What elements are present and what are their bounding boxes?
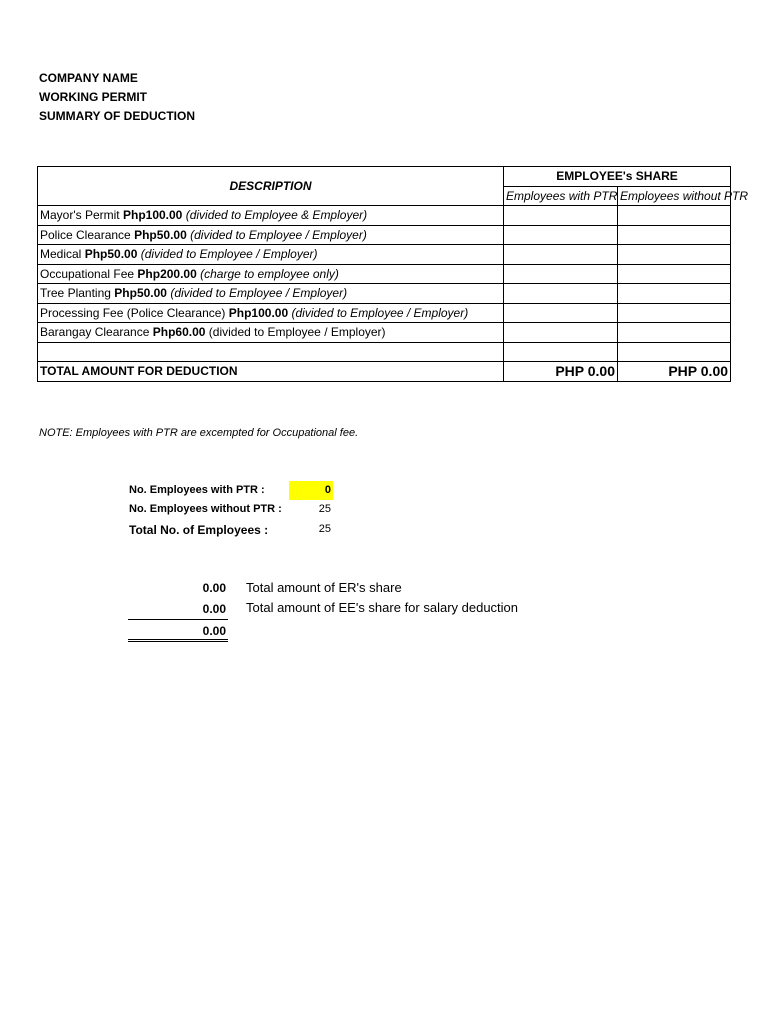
sum-rule bbox=[128, 619, 228, 620]
row-description[interactable] bbox=[38, 264, 504, 284]
blank-cell[interactable] bbox=[504, 342, 618, 362]
total-employees-value: 25 bbox=[318, 523, 331, 535]
permit-title: WORKING PERMIT bbox=[39, 90, 147, 104]
fee-name: Processing Fee (Police Clearance) bbox=[40, 305, 226, 320]
row-description[interactable] bbox=[38, 225, 504, 245]
without-ptr-cell[interactable] bbox=[618, 206, 731, 226]
with-ptr-count-label: No. Employees with PTR : bbox=[129, 484, 265, 496]
without-ptr-count-label: No. Employees without PTR : bbox=[129, 503, 282, 515]
deduction-row bbox=[38, 323, 731, 343]
fee-amount: Php50.00 bbox=[114, 286, 167, 301]
total-employees-label: Total No. of Employees : bbox=[129, 523, 269, 537]
row-description[interactable] bbox=[38, 284, 504, 304]
fee-note: (charge to employee only) bbox=[200, 266, 339, 281]
ptr-note: NOTE: Employees with PTR are excempted for Occupational fee. bbox=[39, 427, 359, 439]
deduction-row bbox=[38, 284, 731, 304]
fee-amount: Php100.00 bbox=[228, 305, 289, 320]
fee-name: Barangay Clearance bbox=[40, 325, 150, 340]
fee-note: (divided to Employee / Employer) bbox=[170, 286, 348, 301]
with-ptr-count-input[interactable]: 0 bbox=[289, 481, 333, 500]
total-row bbox=[38, 362, 731, 382]
total-with-ptr[interactable]: PHP 0.00 bbox=[504, 362, 618, 382]
blank-cell[interactable] bbox=[38, 342, 504, 362]
fee-amount: Php50.00 bbox=[84, 247, 138, 262]
deduction-row bbox=[38, 264, 731, 284]
deduction-row bbox=[38, 245, 731, 265]
with-ptr-cell[interactable] bbox=[504, 206, 618, 226]
row-description[interactable] bbox=[38, 245, 504, 265]
fee-note: (divided to Employee / Employer) bbox=[140, 247, 318, 262]
grand-total-value: 0.00 bbox=[202, 624, 226, 638]
deduction-row bbox=[38, 206, 731, 226]
with-ptr-header: Employees with PTR bbox=[504, 186, 618, 206]
with-ptr-cell[interactable] bbox=[504, 303, 618, 323]
double-underline bbox=[128, 639, 228, 642]
employee-share-header: EMPLOYEE's SHARE bbox=[504, 167, 731, 187]
fee-name: Mayor's Permit bbox=[40, 208, 120, 223]
fee-name: Tree Planting bbox=[40, 286, 111, 301]
without-ptr-cell[interactable] bbox=[618, 323, 731, 343]
row-description[interactable] bbox=[38, 303, 504, 323]
fee-note: (divided to Employee & Employer) bbox=[185, 208, 368, 223]
total-without-ptr[interactable]: PHP 0.00 bbox=[618, 362, 731, 382]
fee-note: (divided to Employee / Employer) bbox=[190, 227, 367, 242]
ee-share-label: Total amount of EE's share for salary deduction bbox=[246, 600, 519, 615]
without-ptr-header: Employees without PTR bbox=[618, 186, 731, 206]
fee-name: Occupational Fee bbox=[40, 266, 135, 281]
deduction-row bbox=[38, 225, 731, 245]
with-ptr-cell[interactable] bbox=[504, 284, 618, 304]
fee-amount: Php50.00 bbox=[134, 227, 187, 242]
without-ptr-cell[interactable] bbox=[618, 245, 731, 265]
with-ptr-cell[interactable] bbox=[504, 245, 618, 265]
fee-note: (divided to Employee / Employer) bbox=[291, 305, 469, 320]
deduction-row bbox=[38, 303, 731, 323]
blank-cell[interactable] bbox=[618, 342, 731, 362]
ee-share-value: 0.00 bbox=[202, 602, 226, 616]
er-share-value: 0.00 bbox=[202, 581, 226, 595]
fee-note: (divided to Employee / Employer) bbox=[208, 325, 386, 340]
deduction-table bbox=[37, 166, 749, 382]
without-ptr-cell[interactable] bbox=[618, 264, 731, 284]
blank-row bbox=[38, 342, 731, 362]
without-ptr-cell[interactable] bbox=[618, 284, 731, 304]
fee-name: Police Clearance bbox=[40, 227, 131, 242]
row-description[interactable] bbox=[38, 206, 504, 226]
company-name: COMPANY NAME bbox=[39, 71, 138, 85]
with-ptr-cell[interactable] bbox=[504, 264, 618, 284]
summary-title: SUMMARY OF DEDUCTION bbox=[39, 109, 195, 123]
without-ptr-cell[interactable] bbox=[618, 303, 731, 323]
total-label: TOTAL AMOUNT FOR DEDUCTION bbox=[38, 362, 504, 382]
with-ptr-cell[interactable] bbox=[504, 225, 618, 245]
fee-name: Medical bbox=[40, 247, 82, 262]
with-ptr-cell[interactable] bbox=[504, 323, 618, 343]
without-ptr-cell[interactable] bbox=[618, 225, 731, 245]
fee-amount: Php60.00 bbox=[152, 325, 206, 340]
description-header: DESCRIPTION bbox=[38, 167, 504, 206]
without-ptr-count-value[interactable]: 25 bbox=[318, 503, 331, 515]
row-description[interactable] bbox=[38, 323, 504, 343]
fee-amount: Php100.00 bbox=[122, 208, 183, 223]
er-share-label: Total amount of ER's share bbox=[246, 580, 402, 595]
fee-amount: Php200.00 bbox=[137, 266, 197, 281]
